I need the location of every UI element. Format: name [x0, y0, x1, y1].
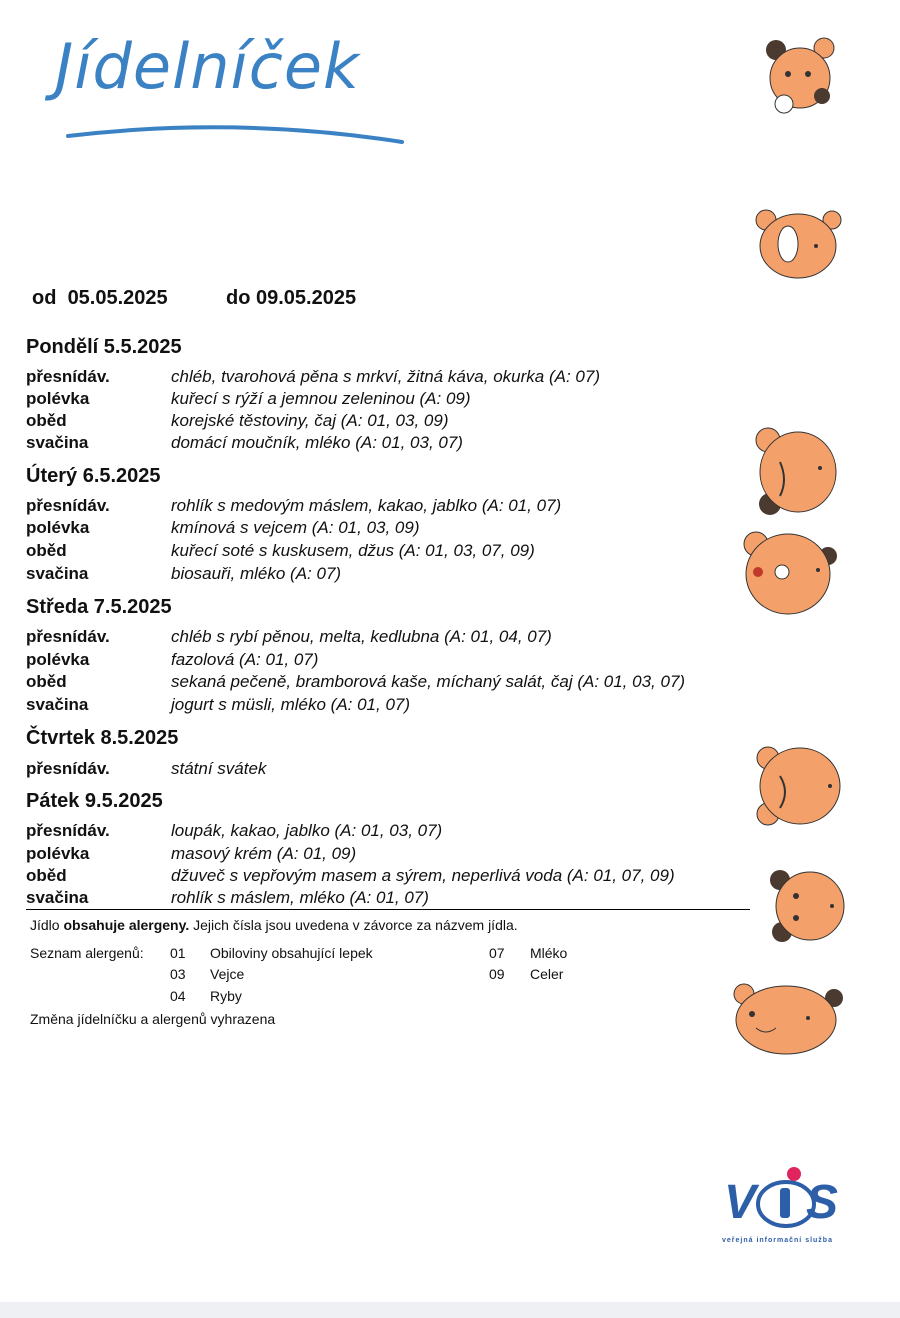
meal-row [26, 626, 552, 648]
meal-label: přesnídáv. [26, 367, 110, 386]
meal-text: státní svátek [171, 759, 267, 778]
teddy-bear-icon [762, 36, 844, 120]
meal-row [26, 517, 420, 539]
meal-row [26, 495, 561, 517]
meal-text: biosauři, mléko (A: 07) [171, 564, 342, 583]
day-heading: Pátek 9.5.2025 [26, 790, 163, 812]
meal-text: korejské těstoviny, čaj (A: 01, 03, 09) [171, 411, 449, 430]
date-to-label: do [226, 287, 251, 309]
meal-text: chléb s rybí pěnou, melta, kedlubna (A: 01, 04, 07) [171, 627, 552, 646]
date-from [32, 287, 168, 310]
meal-label: oběd [26, 411, 67, 430]
meal-row [26, 649, 318, 671]
meal-row [26, 366, 600, 388]
meal-text: džuveč s vepřovým masem a sýrem, neperlivá voda (A: 01, 07, 09) [171, 866, 675, 885]
meal-row [26, 540, 535, 562]
teddy-bear-icon [752, 742, 850, 834]
allergen-note-bold: obsahuje alergeny. [63, 917, 190, 933]
meal-text: rohlík s medovým máslem, kakao, jablko (A: 01, 07) [171, 496, 562, 515]
meal-row [26, 843, 356, 865]
allergen-note-suffix: Jejich čísla jsou uvedena v závorce za názvem jídla. [189, 917, 518, 933]
meal-label: přesnídáv. [26, 759, 110, 778]
meal-label: oběd [26, 672, 67, 691]
teddy-bear-icon [730, 978, 846, 1060]
meal-row [26, 432, 463, 454]
meal-label: oběd [26, 866, 67, 885]
day-heading: Čtvrtek 8.5.2025 [26, 727, 179, 749]
allergen-list-label: Seznam alergenů: [30, 945, 144, 961]
meal-label: svačina [26, 433, 89, 452]
meal-label: polévka [26, 518, 90, 537]
teddy-bear-icon [752, 206, 844, 284]
vis-logo-icon [722, 1164, 846, 1236]
allergen-note-prefix: Jídlo [30, 917, 64, 933]
meal-text: fazolová (A: 01, 07) [171, 650, 319, 669]
meal-label: polévka [26, 650, 90, 669]
allergen-code: 03 [170, 966, 186, 982]
day-heading: Pondělí 5.5.2025 [26, 336, 182, 358]
meal-text: domácí moučník, mléko (A: 01, 03, 07) [171, 433, 463, 452]
meal-label: přesnídáv. [26, 496, 110, 515]
bottom-bar [0, 1302, 900, 1318]
svg-text:S: S [806, 1176, 839, 1229]
meal-row [26, 671, 685, 693]
allergen-name: Ryby [210, 988, 242, 1004]
meal-text: kmínová s vejcem (A: 01, 03, 09) [171, 518, 420, 537]
allergen-code: 04 [170, 988, 186, 1004]
page-title: Jídelníček [55, 30, 360, 103]
meal-label: svačina [26, 564, 89, 583]
divider [26, 909, 750, 910]
meal-label: polévka [26, 389, 90, 408]
allergen-code: 07 [489, 945, 505, 961]
svg-text:V: V [724, 1176, 757, 1229]
meal-row [26, 563, 341, 585]
meal-label: polévka [26, 844, 90, 863]
allergen-note [30, 917, 518, 933]
footer-note: Změna jídelníčku a alergenů vyhrazena [30, 1011, 276, 1027]
meal-text: kuřecí soté s kuskusem, džus (A: 01, 03, 07, 09) [171, 541, 535, 560]
allergen-name: Obiloviny obsahující lepek [210, 945, 373, 961]
meal-row [26, 388, 471, 410]
meal-label: svačina [26, 888, 89, 907]
meal-label: oběd [26, 541, 67, 560]
date-from-value: 05.05.2025 [67, 287, 168, 309]
meal-row [26, 410, 448, 432]
logo-caption: veřejná informační služba [722, 1237, 833, 1244]
meal-row [26, 865, 675, 887]
allergen-name: Mléko [530, 945, 568, 961]
allergen-code: 09 [489, 966, 505, 982]
meal-text: masový krém (A: 01, 09) [171, 844, 357, 863]
meal-text: rohlík s máslem, mléko (A: 01, 07) [171, 888, 429, 907]
date-to [226, 287, 356, 310]
day-heading: Středa 7.5.2025 [26, 596, 172, 618]
teddy-bear-icon [750, 422, 842, 518]
teddy-bear-icon [738, 526, 840, 618]
teddy-bear-icon [766, 866, 852, 946]
day-heading: Úterý 6.5.2025 [26, 465, 161, 487]
date-to-value: 09.05.2025 [256, 287, 357, 309]
meal-text: chléb, tvarohová pěna s mrkví, žitná káva, okurka (A: 07) [171, 367, 600, 386]
meal-text: loupák, kakao, jablko (A: 01, 03, 07) [171, 821, 443, 840]
allergen-name: Celer [530, 966, 564, 982]
meal-row [26, 694, 410, 716]
meal-label: přesnídáv. [26, 627, 110, 646]
date-from-label: od [32, 287, 57, 309]
meal-text: sekaná pečeně, bramborová kaše, míchaný salát, čaj (A: 01, 03, 07) [171, 672, 686, 691]
allergen-name: Vejce [210, 966, 245, 982]
meal-row [26, 887, 429, 909]
meal-text: jogurt s müsli, mléko (A: 01, 07) [171, 695, 411, 714]
meal-label: svačina [26, 695, 89, 714]
meal-text: kuřecí s rýží a jemnou zeleninou (A: 09) [171, 389, 471, 408]
allergen-code: 01 [170, 945, 186, 961]
meal-row [26, 758, 266, 780]
meal-row [26, 820, 442, 842]
meal-label: přesnídáv. [26, 821, 110, 840]
title-underline [66, 118, 406, 148]
